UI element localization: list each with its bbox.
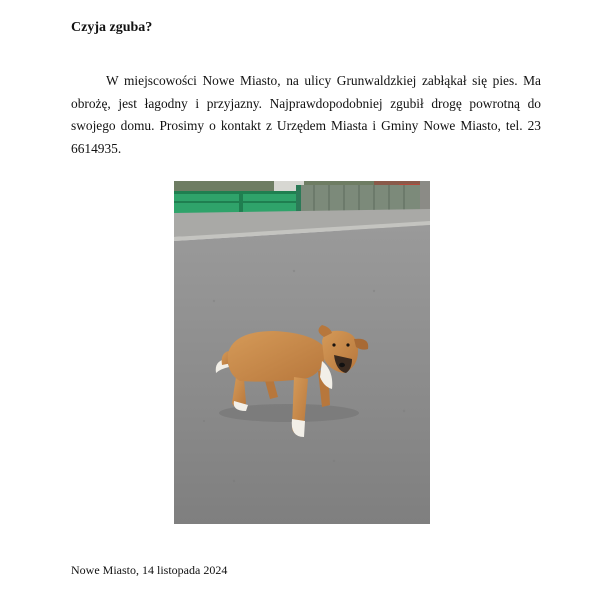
fence: [301, 185, 421, 211]
document-title: Czyja zguba?: [71, 20, 153, 35]
dog-photo: [174, 181, 430, 524]
notice-paragraph: W miejscowości Nowe Miasto, na ulicy Grunwaldzkiej zabłąkał się pies. Ma obrożę, jest łagodny i przyjazny. Najprawdopodobniej zgubił drogę powrotną do swojego domu. Prosimy o kontakt z Urzędem Miasta i Gminy Nowe Miasto, tel. 23 6614935.: [71, 73, 541, 156]
place-and-date: Nowe Miasto, 14 listopada 2024: [71, 563, 228, 577]
